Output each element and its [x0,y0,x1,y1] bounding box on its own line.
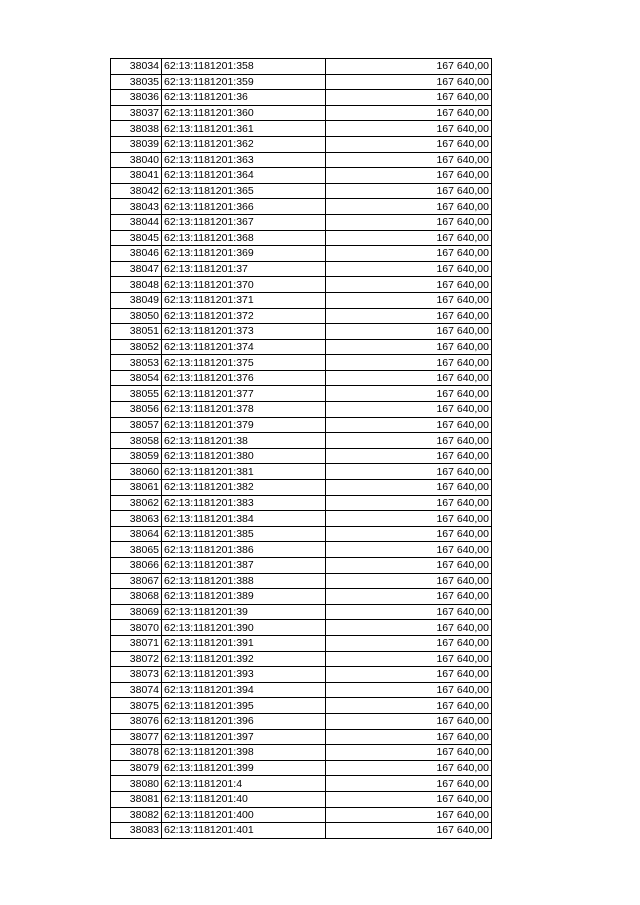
amount-cell: 167 640,00 [326,152,492,168]
table-row [111,59,492,75]
cadastral-number-cell: 62:13:1181201:378 [162,402,326,418]
row-number-cell: 38067 [111,573,162,589]
data-table [110,58,492,839]
table-row [111,511,492,527]
row-number-cell: 38043 [111,199,162,215]
cadastral-number-cell: 62:13:1181201:388 [162,573,326,589]
amount-cell: 167 640,00 [326,105,492,121]
amount-cell: 167 640,00 [326,121,492,137]
table-row [111,573,492,589]
cadastral-number-cell: 62:13:1181201:401 [162,823,326,839]
cadastral-number-cell: 62:13:1181201:365 [162,183,326,199]
table-body [111,59,492,839]
table-row [111,682,492,698]
table-row [111,355,492,371]
amount-cell: 167 640,00 [326,168,492,184]
row-number-cell: 38056 [111,402,162,418]
amount-cell: 167 640,00 [326,698,492,714]
row-number-cell: 38081 [111,791,162,807]
row-number-cell: 38073 [111,667,162,683]
cadastral-number-cell: 62:13:1181201:399 [162,760,326,776]
cadastral-number-cell: 62:13:1181201:372 [162,308,326,324]
row-number-cell: 38058 [111,433,162,449]
amount-cell: 167 640,00 [326,214,492,230]
cadastral-number-cell: 62:13:1181201:397 [162,729,326,745]
cadastral-number-cell: 62:13:1181201:369 [162,246,326,262]
cadastral-number-cell: 62:13:1181201:370 [162,277,326,293]
row-number-cell: 38062 [111,495,162,511]
table-row [111,823,492,839]
row-number-cell: 38042 [111,183,162,199]
amount-cell: 167 640,00 [326,90,492,106]
cadastral-number-cell: 62:13:1181201:363 [162,152,326,168]
row-number-cell: 38063 [111,511,162,527]
amount-cell: 167 640,00 [326,261,492,277]
row-number-cell: 38069 [111,604,162,620]
table-row [111,277,492,293]
row-number-cell: 38075 [111,698,162,714]
cadastral-number-cell: 62:13:1181201:376 [162,370,326,386]
table-row [111,230,492,246]
row-number-cell: 38072 [111,651,162,667]
cadastral-number-cell: 62:13:1181201:362 [162,136,326,152]
table-row [111,168,492,184]
table-row [111,745,492,761]
cadastral-number-cell: 62:13:1181201:358 [162,59,326,75]
cadastral-number-cell: 62:13:1181201:381 [162,464,326,480]
row-number-cell: 38080 [111,776,162,792]
amount-cell: 167 640,00 [326,651,492,667]
row-number-cell: 38035 [111,74,162,90]
table-row [111,214,492,230]
row-number-cell: 38044 [111,214,162,230]
table-row [111,370,492,386]
cadastral-number-cell: 62:13:1181201:39 [162,604,326,620]
table-row [111,448,492,464]
amount-cell: 167 640,00 [326,729,492,745]
table-row [111,105,492,121]
cadastral-number-cell: 62:13:1181201:359 [162,74,326,90]
cadastral-number-cell: 62:13:1181201:40 [162,791,326,807]
row-number-cell: 38046 [111,246,162,262]
amount-cell: 167 640,00 [326,573,492,589]
cadastral-number-cell: 62:13:1181201:377 [162,386,326,402]
amount-cell: 167 640,00 [326,713,492,729]
table-row [111,698,492,714]
amount-cell: 167 640,00 [326,59,492,75]
row-number-cell: 38070 [111,620,162,636]
row-number-cell: 38054 [111,370,162,386]
cadastral-number-cell: 62:13:1181201:398 [162,745,326,761]
row-number-cell: 38071 [111,635,162,651]
cadastral-number-cell: 62:13:1181201:389 [162,589,326,605]
row-number-cell: 38051 [111,324,162,340]
table-row [111,199,492,215]
cadastral-number-cell: 62:13:1181201:38 [162,433,326,449]
amount-cell: 167 640,00 [326,480,492,496]
row-number-cell: 38065 [111,542,162,558]
amount-cell: 167 640,00 [326,511,492,527]
table-row [111,90,492,106]
cadastral-number-cell: 62:13:1181201:383 [162,495,326,511]
amount-cell: 167 640,00 [326,74,492,90]
amount-cell: 167 640,00 [326,417,492,433]
row-number-cell: 38061 [111,480,162,496]
cadastral-number-cell: 62:13:1181201:384 [162,511,326,527]
table-row [111,635,492,651]
amount-cell: 167 640,00 [326,230,492,246]
table-row [111,667,492,683]
table-row [111,495,492,511]
cadastral-number-cell: 62:13:1181201:360 [162,105,326,121]
amount-cell: 167 640,00 [326,339,492,355]
table-row [111,386,492,402]
table-row [111,417,492,433]
row-number-cell: 38076 [111,713,162,729]
row-number-cell: 38049 [111,292,162,308]
amount-cell: 167 640,00 [326,807,492,823]
row-number-cell: 38045 [111,230,162,246]
row-number-cell: 38082 [111,807,162,823]
amount-cell: 167 640,00 [326,604,492,620]
row-number-cell: 38077 [111,729,162,745]
amount-cell: 167 640,00 [326,791,492,807]
cadastral-number-cell: 62:13:1181201:4 [162,776,326,792]
amount-cell: 167 640,00 [326,277,492,293]
row-number-cell: 38048 [111,277,162,293]
cadastral-number-cell: 62:13:1181201:374 [162,339,326,355]
cadastral-number-cell: 62:13:1181201:379 [162,417,326,433]
row-number-cell: 38052 [111,339,162,355]
row-number-cell: 38078 [111,745,162,761]
table-row [111,651,492,667]
amount-cell: 167 640,00 [326,620,492,636]
row-number-cell: 38053 [111,355,162,371]
amount-cell: 167 640,00 [326,246,492,262]
amount-cell: 167 640,00 [326,558,492,574]
row-number-cell: 38083 [111,823,162,839]
table-row [111,121,492,137]
table-row [111,152,492,168]
table-row [111,604,492,620]
table-row [111,480,492,496]
cadastral-number-cell: 62:13:1181201:390 [162,620,326,636]
row-number-cell: 38055 [111,386,162,402]
cadastral-number-cell: 62:13:1181201:394 [162,682,326,698]
amount-cell: 167 640,00 [326,355,492,371]
table-row [111,292,492,308]
table-row [111,464,492,480]
cadastral-number-cell: 62:13:1181201:37 [162,261,326,277]
table-row [111,402,492,418]
cadastral-number-cell: 62:13:1181201:36 [162,90,326,106]
table-row [111,713,492,729]
table-row [111,246,492,262]
row-number-cell: 38059 [111,448,162,464]
table-row [111,791,492,807]
amount-cell: 167 640,00 [326,402,492,418]
row-number-cell: 38041 [111,168,162,184]
table-row [111,542,492,558]
table-row [111,729,492,745]
cadastral-number-cell: 62:13:1181201:396 [162,713,326,729]
table-row [111,620,492,636]
row-number-cell: 38050 [111,308,162,324]
table-row [111,339,492,355]
cadastral-number-cell: 62:13:1181201:392 [162,651,326,667]
cadastral-number-cell: 62:13:1181201:393 [162,667,326,683]
table-row [111,183,492,199]
amount-cell: 167 640,00 [326,433,492,449]
cadastral-number-cell: 62:13:1181201:367 [162,214,326,230]
row-number-cell: 38039 [111,136,162,152]
amount-cell: 167 640,00 [326,542,492,558]
row-number-cell: 38034 [111,59,162,75]
cadastral-number-cell: 62:13:1181201:361 [162,121,326,137]
amount-cell: 167 640,00 [326,776,492,792]
amount-cell: 167 640,00 [326,308,492,324]
row-number-cell: 38047 [111,261,162,277]
amount-cell: 167 640,00 [326,823,492,839]
amount-cell: 167 640,00 [326,370,492,386]
amount-cell: 167 640,00 [326,635,492,651]
cadastral-number-cell: 62:13:1181201:371 [162,292,326,308]
table-row [111,324,492,340]
cadastral-number-cell: 62:13:1181201:385 [162,526,326,542]
row-number-cell: 38074 [111,682,162,698]
cadastral-number-cell: 62:13:1181201:366 [162,199,326,215]
amount-cell: 167 640,00 [326,760,492,776]
amount-cell: 167 640,00 [326,667,492,683]
row-number-cell: 38060 [111,464,162,480]
table-row [111,261,492,277]
amount-cell: 167 640,00 [326,292,492,308]
cadastral-number-cell: 62:13:1181201:373 [162,324,326,340]
table-row [111,526,492,542]
amount-cell: 167 640,00 [326,745,492,761]
cadastral-number-cell: 62:13:1181201:387 [162,558,326,574]
amount-cell: 167 640,00 [326,136,492,152]
cadastral-number-cell: 62:13:1181201:380 [162,448,326,464]
amount-cell: 167 640,00 [326,324,492,340]
table-row [111,433,492,449]
table-row [111,589,492,605]
amount-cell: 167 640,00 [326,526,492,542]
table-row [111,74,492,90]
row-number-cell: 38040 [111,152,162,168]
amount-cell: 167 640,00 [326,199,492,215]
amount-cell: 167 640,00 [326,183,492,199]
row-number-cell: 38068 [111,589,162,605]
row-number-cell: 38064 [111,526,162,542]
cadastral-number-cell: 62:13:1181201:395 [162,698,326,714]
row-number-cell: 38037 [111,105,162,121]
cadastral-number-cell: 62:13:1181201:386 [162,542,326,558]
cadastral-number-cell: 62:13:1181201:375 [162,355,326,371]
row-number-cell: 38079 [111,760,162,776]
amount-cell: 167 640,00 [326,448,492,464]
amount-cell: 167 640,00 [326,386,492,402]
row-number-cell: 38038 [111,121,162,137]
amount-cell: 167 640,00 [326,682,492,698]
row-number-cell: 38066 [111,558,162,574]
amount-cell: 167 640,00 [326,589,492,605]
table-row [111,807,492,823]
cadastral-number-cell: 62:13:1181201:400 [162,807,326,823]
cadastral-number-cell: 62:13:1181201:391 [162,635,326,651]
cadastral-number-cell: 62:13:1181201:368 [162,230,326,246]
table-row [111,760,492,776]
table-row [111,308,492,324]
table-row [111,558,492,574]
table-row [111,136,492,152]
amount-cell: 167 640,00 [326,495,492,511]
row-number-cell: 38036 [111,90,162,106]
row-number-cell: 38057 [111,417,162,433]
amount-cell: 167 640,00 [326,464,492,480]
table-row [111,776,492,792]
cadastral-number-cell: 62:13:1181201:364 [162,168,326,184]
cadastral-number-cell: 62:13:1181201:382 [162,480,326,496]
